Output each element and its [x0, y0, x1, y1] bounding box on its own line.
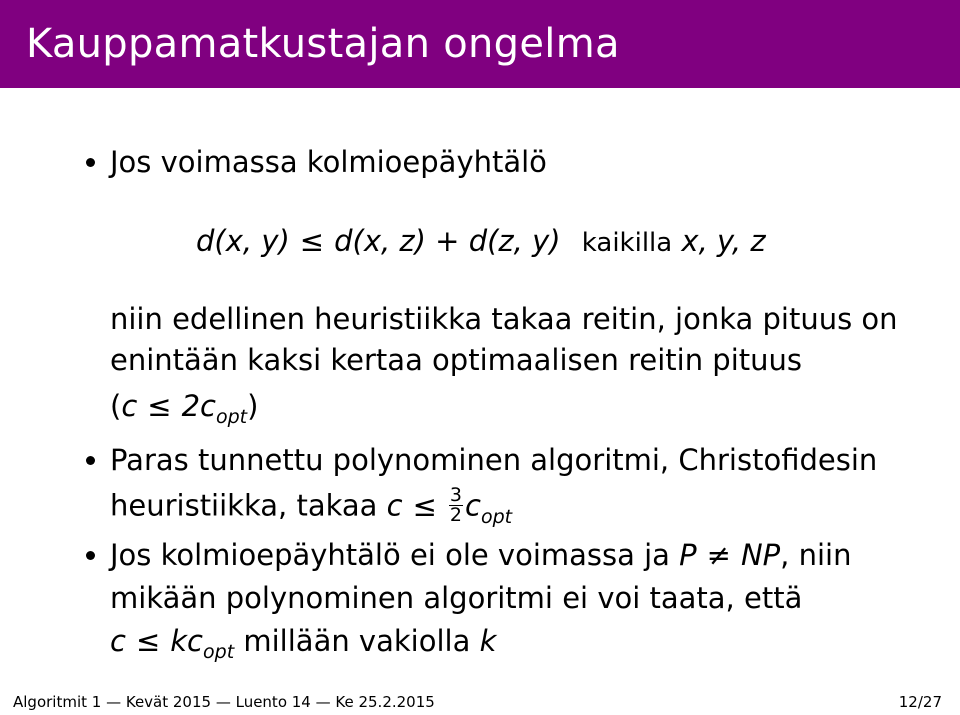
bullet-2-line-1: Paras tunnettu polynominen algoritmi, Christofidesin — [110, 443, 878, 477]
slide-title: Kauppamatkustajan ongelma — [26, 21, 620, 67]
bound-sub: opt — [216, 406, 248, 428]
bullet-3-tail: millään vakiolla — [243, 624, 471, 658]
slide-footer — [0, 689, 960, 715]
bullet-2-sub: opt — [480, 505, 513, 528]
leq-symbol: ≤ — [299, 224, 325, 258]
bullet-3-line-3 — [110, 624, 496, 662]
bound-open: ( — [110, 389, 122, 423]
bound-close: ) — [247, 389, 259, 423]
bullet-3-line-1-end: , niin — [780, 538, 852, 572]
np-symbol: NP — [740, 538, 781, 572]
bullet-3-text: Jos kolmioepäyhtälö ei ole voimassa ja — [110, 538, 670, 572]
bullet-3-c: c — [110, 624, 126, 658]
bullet-2-c: c — [386, 488, 403, 523]
bullet-marker-3 — [86, 551, 95, 560]
bullet-3-k: k — [479, 624, 497, 658]
footer-page-number: 12/27 — [898, 693, 942, 711]
neq-symbol: ≠ — [706, 538, 731, 572]
bullet-3-line-2: mikään polynominen algoritmi ei voi taata, että — [110, 581, 803, 615]
bullet-1-continuation-2: enintään kaksi kertaa optimaalisen reitin pituus — [110, 343, 803, 377]
bullet-1-lead: Jos voimassa kolmioepäyhtälö — [110, 145, 547, 179]
bullet-2-line-2 — [110, 484, 513, 528]
bullet-3-line-1 — [110, 538, 851, 572]
bound-c: c — [121, 389, 138, 423]
bullet-3-leq: ≤ — [135, 624, 161, 658]
formula-text: kaikilla — [581, 228, 673, 258]
p-symbol: P — [679, 538, 697, 572]
bullet-1-continuation-1: niin edellinen heuristiikka takaa reitin, jonka pituus on — [110, 302, 898, 336]
triangle-inequality-formula — [196, 224, 766, 260]
frac-den: 2 — [449, 504, 463, 526]
bullet-3-sub: opt — [203, 641, 235, 663]
bullet-2-c2: c — [465, 488, 481, 523]
bullet-3-kc: kc — [170, 624, 204, 658]
bullet-marker-1 — [86, 158, 95, 167]
frac-num: 3 — [449, 484, 463, 506]
bullet-marker-2 — [86, 456, 95, 465]
formula-lhs: d(x, y) — [196, 224, 290, 258]
bullet-2-leq: ≤ — [412, 488, 437, 523]
fraction-three-halves — [449, 486, 463, 525]
bound-leq: ≤ — [147, 389, 172, 423]
footer-course-info: Algoritmit 1 — Kevät 2015 — Luento 14 — Ke 25.2.2015 — [13, 693, 435, 711]
formula-rhs: d(x, z) + d(z, y) — [334, 224, 561, 258]
bullet-1-bound — [110, 389, 258, 427]
bound-coef: 2c — [181, 389, 216, 423]
bullet-2-text: heuristiikka, takaa — [110, 488, 378, 523]
formula-vars: x, y, z — [681, 224, 766, 258]
